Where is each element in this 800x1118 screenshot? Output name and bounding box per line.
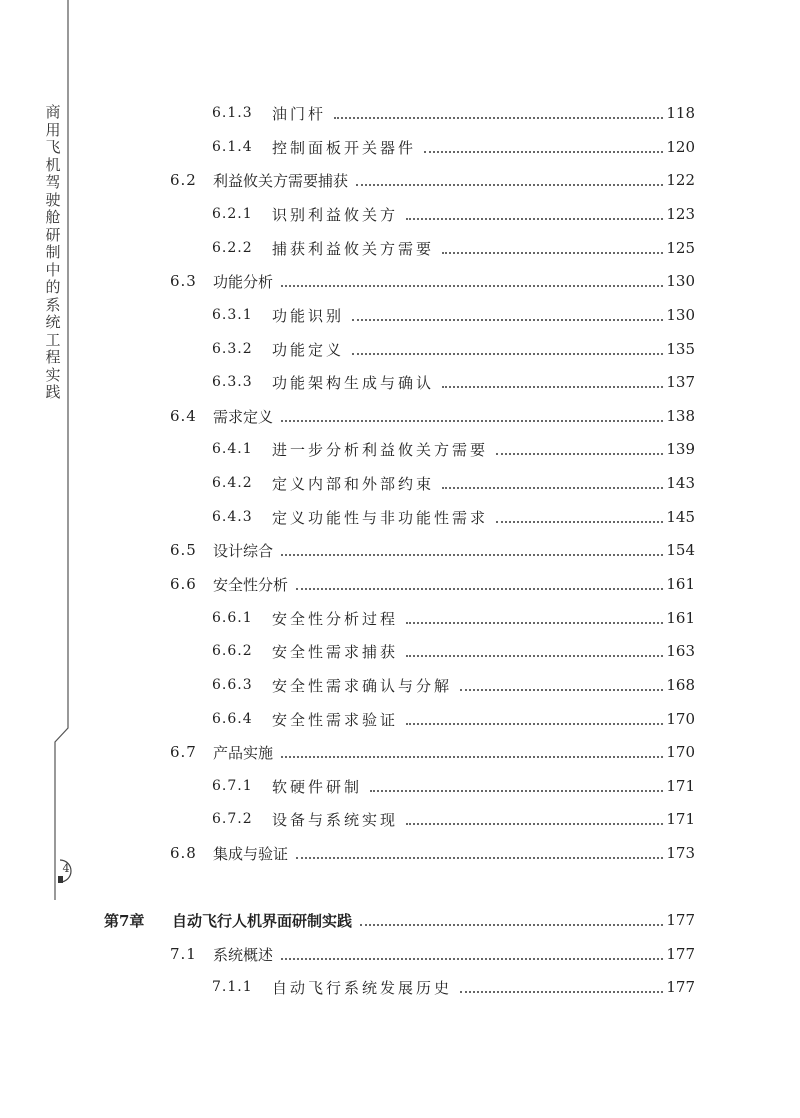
toc-entry-number: 6.8 xyxy=(170,844,197,862)
toc-entry[interactable] xyxy=(0,639,800,663)
toc-entry-title: 定义功能性与非功能性需求 xyxy=(272,508,489,527)
toc-entry-title: 设计综合 xyxy=(213,541,274,560)
toc-entry-title: 功能分析 xyxy=(213,272,274,291)
toc-entry[interactable] xyxy=(0,168,800,192)
toc-entry-title: 安全性分析 xyxy=(213,575,289,594)
toc-leader-dots xyxy=(281,956,663,960)
toc-entry-number: 7.1 xyxy=(170,945,197,963)
running-title: 商用飞机驾驶舱研制中的系统工程实践 xyxy=(45,103,61,401)
toc-entry-number: 6.6.4 xyxy=(212,711,253,727)
toc-entry[interactable] xyxy=(0,303,800,327)
toc-entry-title: 安全性需求验证 xyxy=(272,710,399,729)
toc-entry-page: 135 xyxy=(666,340,695,358)
toc-leader-dots xyxy=(296,855,663,859)
toc-entry-page: 161 xyxy=(666,609,695,627)
toc-entry-title: 识别利益攸关方 xyxy=(272,205,399,224)
toc-entry-number: 6.7.1 xyxy=(212,778,253,794)
toc-entry-title: 自动飞行人机界面研制实践 xyxy=(172,911,353,930)
toc-leader-dots xyxy=(442,250,663,254)
toc-entry[interactable] xyxy=(0,975,800,999)
toc-entry-number: 6.3.1 xyxy=(212,307,253,323)
toc-entry-title: 产品实施 xyxy=(213,743,274,762)
toc-entry-title: 捕获利益攸关方需要 xyxy=(272,239,435,258)
toc-entry-page: 143 xyxy=(666,474,695,492)
page-number: 4 xyxy=(62,862,70,875)
toc-leader-dots xyxy=(406,216,663,220)
toc-leader-dots xyxy=(360,922,663,926)
toc-entry-page: 122 xyxy=(666,171,695,189)
toc-entry[interactable] xyxy=(0,135,800,159)
toc-leader-dots xyxy=(281,418,663,422)
toc-leader-dots xyxy=(406,721,663,725)
toc-entry-number: 6.6 xyxy=(170,575,197,593)
toc-entry[interactable] xyxy=(0,471,800,495)
toc-entry-page: 125 xyxy=(666,239,695,257)
toc-entry[interactable] xyxy=(0,807,800,831)
toc-entry-title: 油门杆 xyxy=(272,104,327,123)
toc-leader-dots xyxy=(406,620,663,624)
toc-entry-page: 145 xyxy=(666,508,695,526)
toc-entry-title: 功能定义 xyxy=(272,340,345,359)
toc-entry-title: 利益攸关方需要捕获 xyxy=(213,171,349,190)
toc-entry-page: 118 xyxy=(666,104,695,122)
toc-leader-dots xyxy=(370,788,663,792)
toc-leader-dots xyxy=(281,754,663,758)
toc-entry-page: 161 xyxy=(666,575,695,593)
toc-entry-title: 需求定义 xyxy=(213,407,274,426)
toc-entry-number: 6.7 xyxy=(170,743,197,761)
toc-entry-number: 6.5 xyxy=(170,541,197,559)
toc-entry-number: 6.2.1 xyxy=(212,206,253,222)
toc-entry-page: 154 xyxy=(666,541,695,559)
toc-entry-page: 177 xyxy=(666,911,695,929)
toc-leader-dots xyxy=(281,283,663,287)
toc-entry[interactable] xyxy=(0,404,800,428)
toc-entry-page: 130 xyxy=(666,272,695,290)
toc-entry-title: 安全性需求确认与分解 xyxy=(272,676,453,695)
toc-entry-page: 163 xyxy=(666,642,695,660)
toc-entry-page: 170 xyxy=(666,743,695,761)
toc-leader-dots xyxy=(356,182,663,186)
toc-entry-page: 138 xyxy=(666,407,695,425)
toc-entry[interactable] xyxy=(0,606,800,630)
toc-entry-number: 第7章 xyxy=(104,911,145,930)
toc-entry-title: 设备与系统实现 xyxy=(272,810,399,829)
toc-entry-title: 软硬件研制 xyxy=(272,777,363,796)
toc-leader-dots xyxy=(496,451,663,455)
toc-entry-number: 6.6.1 xyxy=(212,610,253,626)
toc-entry-number: 6.6.2 xyxy=(212,643,253,659)
toc-entry-number: 6.4.1 xyxy=(212,441,253,457)
toc-entry-number: 6.2 xyxy=(170,171,197,189)
toc-entry-title: 系统概述 xyxy=(213,945,274,964)
toc-entry-number: 6.4 xyxy=(170,407,197,425)
toc-leader-dots xyxy=(296,586,663,590)
toc-entry[interactable] xyxy=(0,437,800,461)
toc-entry[interactable] xyxy=(0,908,800,932)
toc-entry[interactable] xyxy=(0,740,800,764)
toc-leader-dots xyxy=(460,989,663,993)
toc-entry-title: 自动飞行系统发展历史 xyxy=(272,978,453,997)
toc-leader-dots xyxy=(460,687,663,691)
toc-leader-dots xyxy=(496,519,663,523)
toc-entry-page: 139 xyxy=(666,440,695,458)
toc-entry[interactable] xyxy=(0,337,800,361)
toc-entry-number: 6.1.3 xyxy=(212,105,253,121)
toc-entry-page: 168 xyxy=(666,676,695,694)
toc-entry[interactable] xyxy=(0,774,800,798)
toc-entry-page: 171 xyxy=(666,777,695,795)
toc-entry-number: 6.3.2 xyxy=(212,341,253,357)
toc-entry-number: 6.1.4 xyxy=(212,139,253,155)
toc-entry-number: 6.7.2 xyxy=(212,811,253,827)
toc-entry[interactable] xyxy=(0,202,800,226)
toc-entry[interactable] xyxy=(0,572,800,596)
toc-entry[interactable] xyxy=(0,269,800,293)
toc-entry-number: 6.3 xyxy=(170,272,197,290)
toc-leader-dots xyxy=(406,653,663,657)
toc-entry-number: 6.4.2 xyxy=(212,475,253,491)
toc-entry-title: 定义内部和外部约束 xyxy=(272,474,435,493)
toc-entry-title: 安全性分析过程 xyxy=(272,609,399,628)
toc-entry-page: 137 xyxy=(666,373,695,391)
toc-entry-page: 171 xyxy=(666,810,695,828)
toc-entry[interactable] xyxy=(0,707,800,731)
toc-leader-dots xyxy=(442,384,663,388)
toc-entry-title: 进一步分析利益攸关方需要 xyxy=(272,440,489,459)
toc-entry-title: 集成与验证 xyxy=(213,844,289,863)
toc-leader-dots xyxy=(424,149,663,153)
toc-entry-page: 130 xyxy=(666,306,695,324)
toc-entry[interactable] xyxy=(0,370,800,394)
toc-entry-number: 6.3.3 xyxy=(212,374,253,390)
toc-entry-page: 120 xyxy=(666,138,695,156)
toc-entry[interactable] xyxy=(0,101,800,125)
toc-entry[interactable] xyxy=(0,236,800,260)
toc-entry-number: 6.6.3 xyxy=(212,677,253,693)
toc-entry-number: 6.4.3 xyxy=(212,509,253,525)
toc-entry[interactable] xyxy=(0,505,800,529)
toc-entry-number: 7.1.1 xyxy=(212,979,253,995)
toc-leader-dots xyxy=(352,317,663,321)
toc-leader-dots xyxy=(442,485,663,489)
toc-entry-number: 6.2.2 xyxy=(212,240,253,256)
toc-entry-title: 功能架构生成与确认 xyxy=(272,373,435,392)
toc-entry[interactable] xyxy=(0,673,800,697)
toc-entry-page: 173 xyxy=(666,844,695,862)
toc-entry-title: 安全性需求捕获 xyxy=(272,642,399,661)
toc-entry[interactable] xyxy=(0,942,800,966)
toc-entry-page: 123 xyxy=(666,205,695,223)
toc-entry[interactable] xyxy=(0,538,800,562)
toc-entry[interactable] xyxy=(0,841,800,865)
toc-leader-dots xyxy=(406,821,663,825)
toc-entry-page: 170 xyxy=(666,710,695,728)
toc-leader-dots xyxy=(352,351,663,355)
toc-leader-dots xyxy=(334,115,663,119)
toc-entry-page: 177 xyxy=(666,945,695,963)
toc-leader-dots xyxy=(281,552,663,556)
toc-entry-title: 控制面板开关器件 xyxy=(272,138,417,157)
toc-entry-page: 177 xyxy=(666,978,695,996)
toc-entry-title: 功能识别 xyxy=(272,306,345,325)
